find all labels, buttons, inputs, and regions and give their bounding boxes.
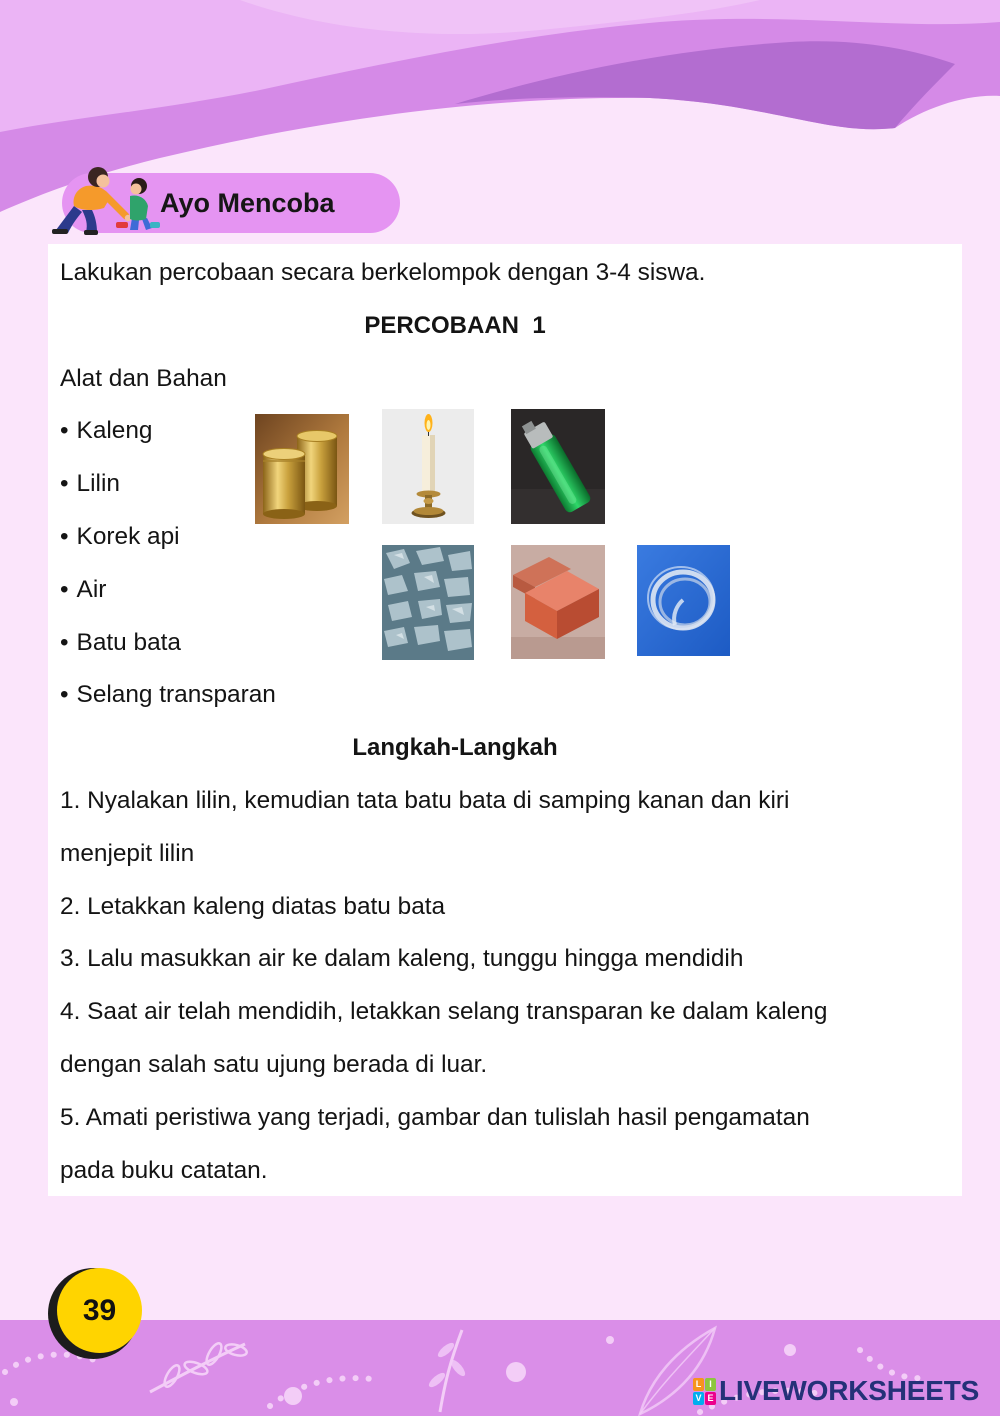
bullet-icon: • [60,628,69,656]
can-photo [255,414,349,524]
steps-heading: Langkah-Langkah [352,734,558,762]
materials-heading: Alat dan Bahan [60,364,227,392]
child-figure [130,178,152,230]
lighter-photo [511,409,605,524]
step-line: 3. Lalu masukkan air ke dalam kaleng, tunggu hingga mendidih [60,945,744,973]
candle-flame [425,414,433,432]
material-label: Air [76,575,107,603]
hose-photo [637,545,730,656]
toy-object [116,222,128,228]
material-label: Kaleng [76,417,153,445]
material-label: Batu bata [76,628,181,656]
students-illustration [46,164,166,236]
material-label: Selang transparan [76,681,276,709]
step-line: 1. Nyalakan lilin, kemudian tata batu bata di samping kanan dan kiri [60,786,790,814]
step-line: 4. Saat air telah mendidih, letakkan selang transparan ke dalam kaleng [60,998,828,1026]
bullet-icon: • [60,681,69,709]
step-line: pada buku catatan. [60,1156,268,1184]
step-line: dengan salah satu ujung berada di luar. [60,1050,488,1078]
can-front [263,449,305,520]
material-item [60,669,850,722]
section-title: Ayo Mencoba [160,188,335,218]
page-number: 39 [82,1293,117,1327]
step-line: menjepit lilin [60,839,195,867]
bullet-icon: • [60,522,69,550]
water-photo [382,545,474,660]
live-icon-letter: I [705,1378,716,1391]
bullet-icon: • [60,470,69,498]
step-line: 5. Amati peristiwa yang terjadi, gambar dan tulislah hasil pengamatan [60,1103,810,1131]
live-icon [693,1378,716,1405]
live-icon-letter: V [693,1392,704,1405]
material-label: Korek api [76,522,180,550]
bullet-icon: • [60,417,69,445]
experiment-title-text: PERCOBAAN 1 [364,311,546,339]
tool-object [150,222,160,228]
live-icon-letter: E [705,1392,716,1405]
page-number-badge [57,1268,142,1353]
experiment-title [60,300,850,353]
live-icon-letter: L [693,1378,704,1391]
candle-body [422,431,435,493]
candle-photo [382,409,474,524]
liveworksheets-logo[interactable] [693,1376,979,1406]
brick-photo [511,545,605,659]
content-text [60,247,850,1197]
brand-name: LIVEWORKSHEETS [719,1375,980,1406]
material-label: Lilin [76,470,120,498]
step-line: 2. Letakkan kaleng diatas batu bata [60,892,446,920]
intro-text: Lakukan percobaan secara berkelompok dengan 3-4 siswa. [60,259,706,286]
bullet-icon: • [60,575,69,603]
